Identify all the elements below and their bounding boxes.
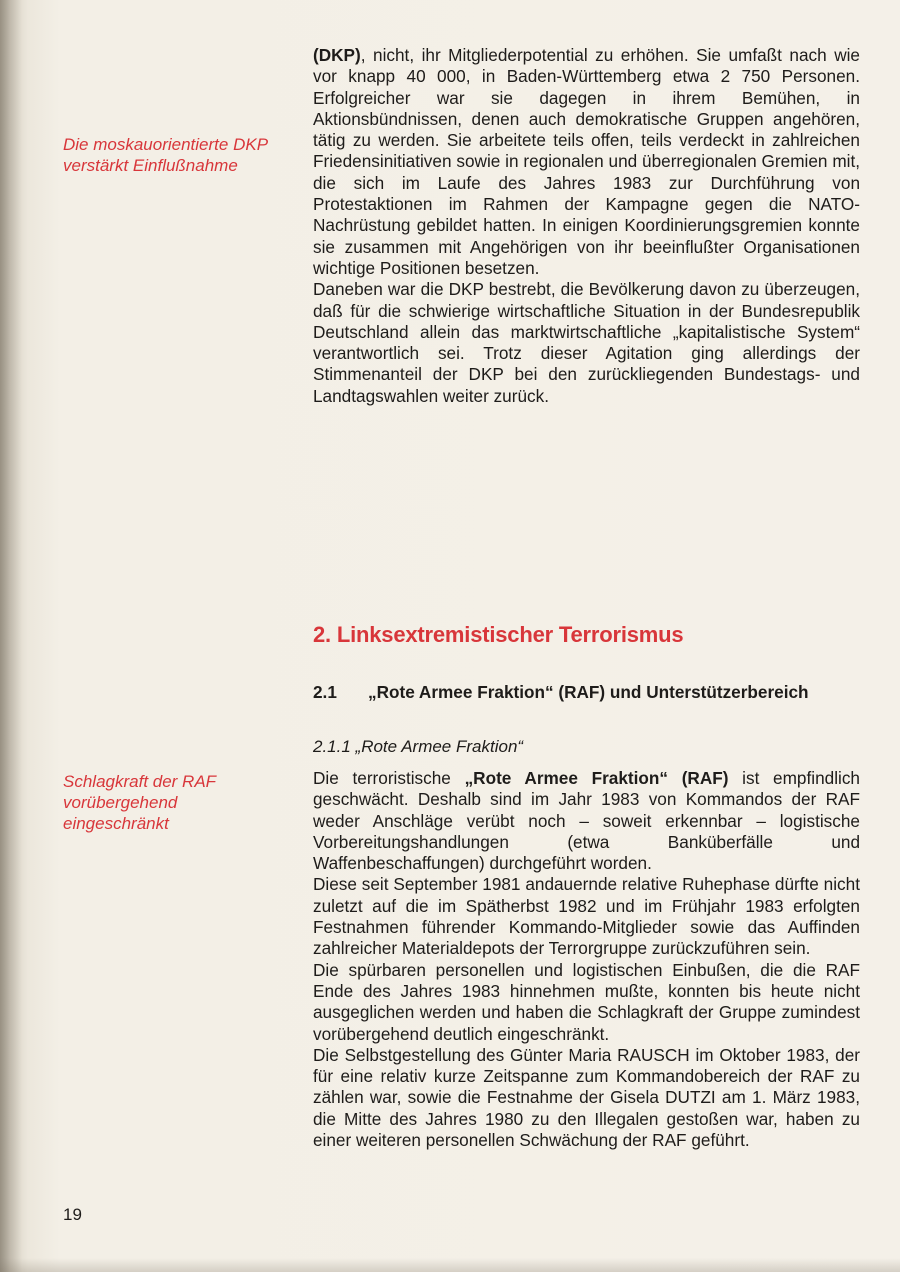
raf-paragraph-1 [313,768,860,874]
dkp-paragraph-2: Daneben war die DKP bestrebt, die Bevölkerung davon zu überzeugen, daß für die schwierige wirtschaftliche Situation in der Bundesrepublik Deutschland allein das marktwirtschaftliche „kapitalistische System“ verantwortlich sei. Trotz dieser Agitation ging allerdings der Stimmenanteil der DKP bei den zurückliegenden Bundestags- und Landtagswahlen weiter zurück. [313,279,860,406]
page-bottom-edge [0,1258,900,1272]
dkp-paragraph-1-text: , nicht, ihr Mitgliederpotential zu erhöhen. Sie umfaßt nach wie vor knapp 40 000, in Baden-Württemberg etwa 2 750 Personen. Erfolgreicher war sie dagegen in ihrem Bemühen, in Aktionsbündnissen, denen auch demokratische Gruppen angehören, tätig zu werden. Sie arbeitete teils offen, teils verdeckt in zahlreichen Friedensinitiativen sowie in regionalen und überregionalen Gremien mit, die sich im Laufe des Jahres 1983 zur Durchführung von Protestaktionen im Rahmen der Kampagne gegen die NATO-Nachrüstung gebildet hatten. In einigen Koordinierungsgremien konnte sie zusammen mit Angehörigen von ihr beeinflußter Organisationen wichtige Positionen besetzen. [313,45,860,278]
raf-paragraph-1-lead: Die terroristische [313,768,465,788]
subsubsection-title: 2.1.1 „Rote Armee Fraktion“ [313,737,524,756]
dkp-paragraph-1 [313,45,860,279]
subsection-heading [313,682,833,703]
raf-name: „Rote Armee Fraktion“ (RAF) [464,768,729,788]
section-title: 2. Linksextremistischer Terrorismus [313,622,684,647]
dkp-abbrev: (DKP) [313,45,361,65]
raf-paragraph-3: Die spürbaren personellen und logistischen Einbußen, die die RAF Ende des Jahres 1983 hinnehmen mußte, konnten bis heute nicht ausgeglichen werden und haben die Schlagkraft der Gruppe zumindest vorübergehend deutlich eingeschränkt. [313,959,860,1044]
page-number: 19 [63,1205,82,1224]
raf-paragraph-2: Diese seit September 1981 andauernde relative Ruhephase dürfte nicht zuletzt auf die im Spätherbst 1982 und im Frühjahr 1983 erfolgten Festnahmen führender Kommando-Mitglieder sowie das Auffinden zahlreicher Materialdepots der Terrorgruppe zurückzuführen sein. [313,874,860,959]
dkp-text-block [313,45,860,407]
spine-shadow [0,0,22,1272]
raf-text-block [313,768,860,1151]
subsection-title: „Rote Armee Fraktion“ (RAF) und Unterstützerbereich [368,682,809,702]
raf-paragraph-1-text: ist empfindlich geschwächt. Deshalb sind im Jahr 1983 von Kommandos der RAF weder Anschläge verübt noch – soweit erkennbar – logistische Vorbereitungshandlungen (etwa Banküberfälle und Waffenbeschaffungen) durchgeführt worden. [313,768,860,874]
margin-note-raf: Schlagkraft der RAF vorübergehend eingeschränkt [63,772,216,833]
raf-paragraph-4: Die Selbstgestellung des Günter Maria RAUSCH im Oktober 1983, der für eine relativ kurze Zeitspanne zum Kommandobereich der RAF zu zählen war, sowie die Festnahme der Gisela DUTZI am 1. März 1983, die Mitte des Jahres 1980 zu den Illegalen gestoßen war, haben zu einer weiteren personellen Schwächung der RAF geführt. [313,1044,860,1151]
subsection-number: 2.1 [313,682,337,702]
margin-note-dkp: Die moskauorientierte DKP verstärkt Einflußnahme [63,135,268,175]
